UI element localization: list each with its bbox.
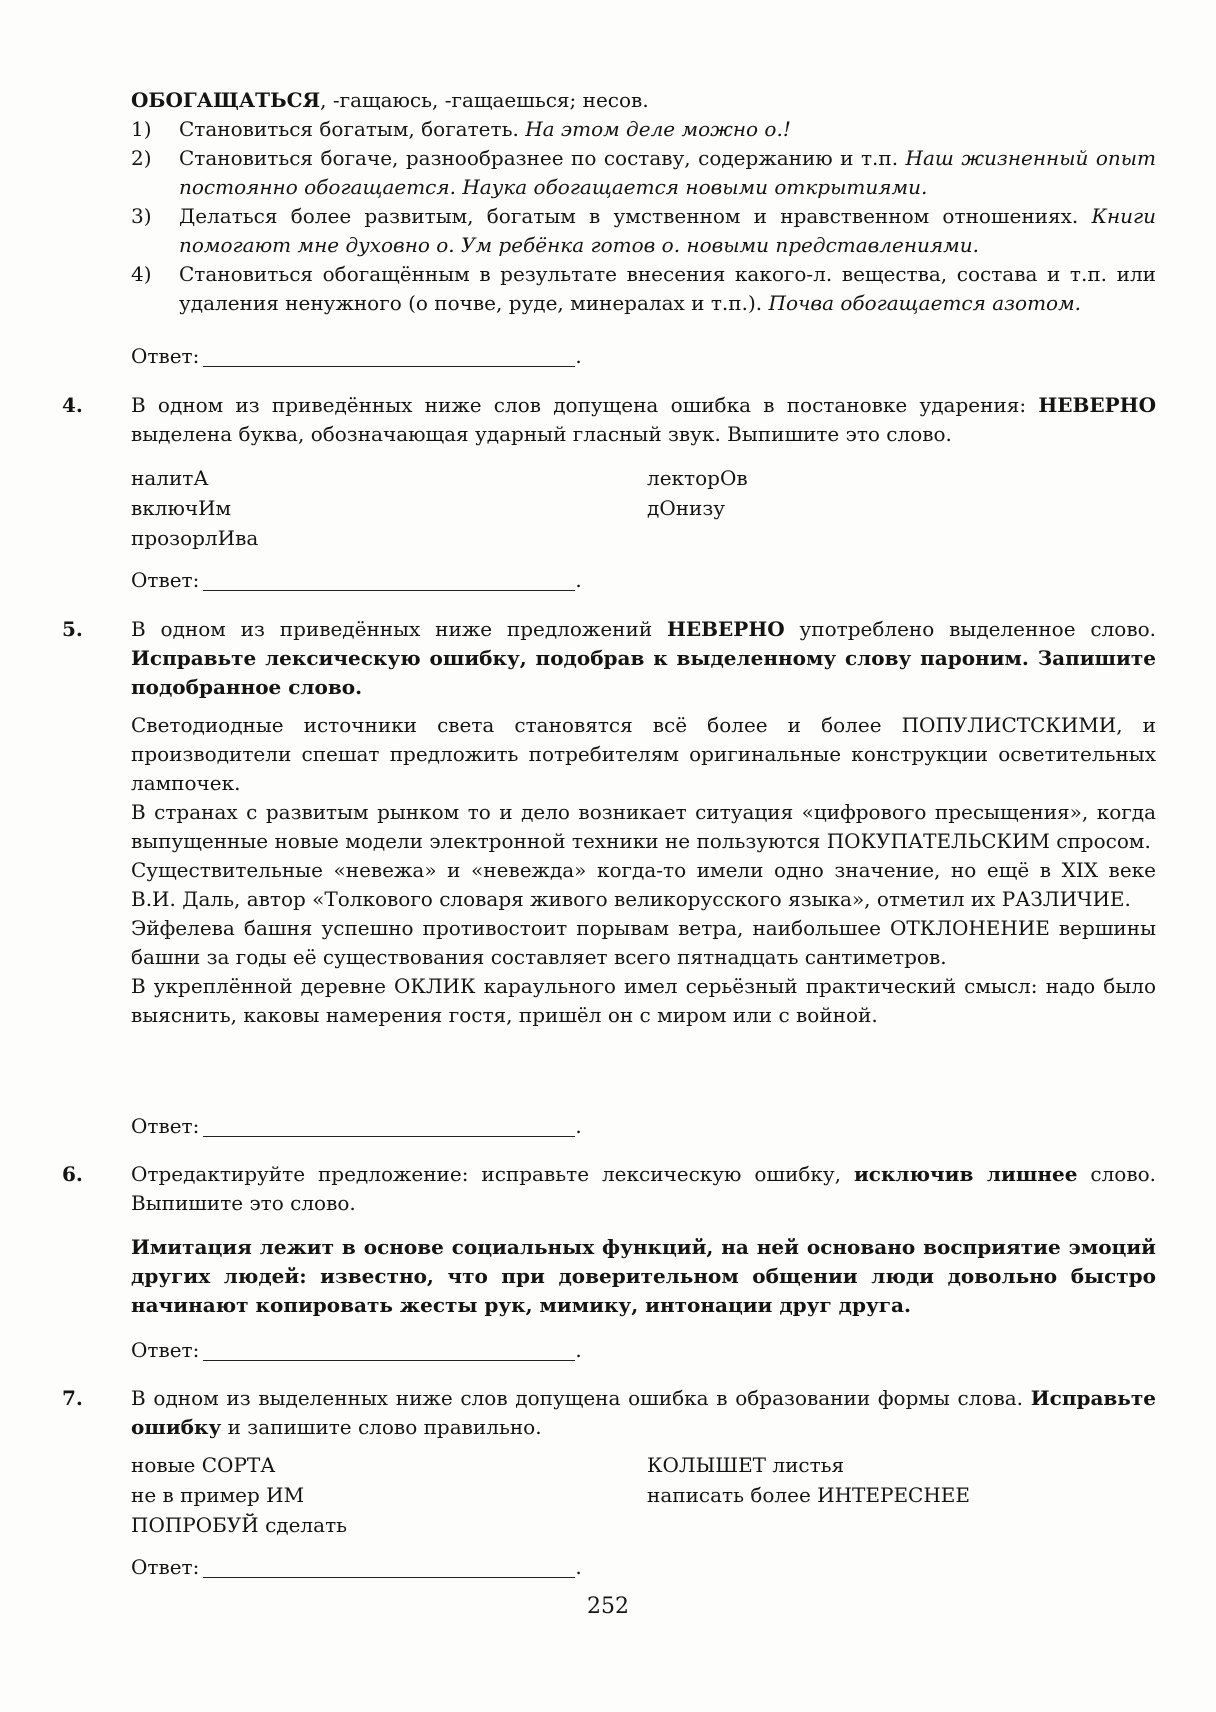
q6-text-b: слово. Выпишите это слово. — [131, 1162, 1157, 1215]
answer-field-7[interactable] — [131, 1553, 582, 1582]
meaning-3 — [131, 202, 1156, 260]
sentence-5: В укреплённой деревне ОКЛИК караульного имел серьёзный практический смысл: надо было выяснить, каковы намерения гостя, пришёл он с миром или с войной. — [131, 974, 1156, 1027]
question-6-number: 6. — [62, 1162, 83, 1186]
meaning-text: Становиться обогащённым в результате внесения какого-л. вещества, состава и т.п. или удаления ненужного (о почве, руде, минералах и т.п.). — [179, 262, 1156, 315]
answer-end: . — [575, 568, 582, 592]
answer-line[interactable] — [203, 570, 575, 591]
sentence-1: Светодиодные источники света становятся всё более и более ПОПУЛИСТСКИМИ, и производители спешат предложить потребителям оригинальные конструкции осветительных лампочек. — [131, 713, 1156, 795]
q7-text-bold: Исправьте ошибку — [131, 1386, 1156, 1439]
q5-text-bold: НЕВЕРНО — [667, 617, 785, 641]
word-option: КОЛЫШЕТ листья — [647, 1453, 845, 1477]
words-col-1 — [131, 464, 258, 554]
meaning-example: Книги помогают мне духовно о. Ум ребёнка готов о. новыми представлениями. — [179, 204, 1156, 257]
sentence-4: Эйфелева башня успешно противостоит порывам ветра, наибольшее ОТКЛОНЕНИЕ вершины башни за годы её существования составляет всего пятнадцать сантиметров. — [131, 916, 1156, 969]
answer-label: Ответ: — [131, 344, 200, 368]
word-option: включИм — [131, 496, 232, 520]
words-col-1 — [131, 1451, 347, 1541]
q4-text-b: выделена буква, обозначающая ударный гласный звук. Выпишите это слово. — [131, 422, 952, 446]
sentence-3: Существительные «невежа» и «невежда» когда-то имели одно значение, но ещё в XIX веке В.И. Даль, автор «Толкового словаря живого великорусского языка», отметил их РАЗЛИЧИЕ. — [131, 858, 1156, 911]
question-5-number: 5. — [62, 617, 83, 641]
word-option: налитА — [131, 466, 209, 490]
meaning-example: На этом деле можно о.! — [525, 117, 791, 141]
answer-label: Ответ: — [131, 568, 200, 592]
question-6-text — [131, 1160, 1156, 1218]
entry-head — [131, 86, 1156, 115]
answer-end: . — [575, 1338, 582, 1362]
q7-text-a: В одном из выделенных ниже слов допущена ошибка в образовании формы слова. — [131, 1386, 1031, 1410]
meaning-num: 4) — [131, 262, 152, 286]
question-5-text — [131, 615, 1156, 702]
meaning-num: 2) — [131, 146, 152, 170]
entry-forms: , -гащаюсь, -гащаешься; несов. — [320, 88, 649, 112]
word-option: новые СОРТА — [131, 1453, 276, 1477]
meaning-num: 3) — [131, 204, 152, 228]
word-option: написать более ИНТЕРЕСНЕЕ — [647, 1483, 970, 1507]
answer-label: Ответ: — [131, 1338, 200, 1362]
words-col-2 — [647, 1451, 970, 1511]
meaning-2 — [131, 144, 1156, 202]
word-option: лекторОв — [647, 466, 748, 490]
headword: ОБОГАЩАТЬСЯ — [131, 88, 321, 112]
meaning-text: Становиться богаче, разнообразнее по составу, содержанию и т.п. — [179, 146, 899, 170]
meaning-4 — [131, 260, 1156, 318]
q6-text-a: Отредактируйте предложение: исправьте лексическую ошибку, — [131, 1162, 854, 1186]
answer-line[interactable] — [203, 1116, 575, 1137]
sentence-2: В странах с развитым рынком то и дело возникает ситуация «цифрового пресыщения», когда выпущенные новые модели электронной техники не пользуются ПОКУПАТЕЛЬСКИМ спросом. — [131, 800, 1156, 853]
question-4-text — [131, 391, 1156, 449]
q4-text-a: В одном из приведённых ниже слов допущена ошибка в постановке ударения: — [131, 393, 1039, 417]
answer-label: Ответ: — [131, 1555, 200, 1579]
answer-field-5[interactable] — [131, 1112, 582, 1141]
meaning-num: 1) — [131, 117, 152, 141]
meaning-text: Делаться более развитым, богатым в умственном и нравственном отношениях. — [179, 204, 1079, 228]
answer-line[interactable] — [203, 1557, 575, 1578]
question-7-text — [131, 1384, 1156, 1442]
answer-end: . — [575, 1555, 582, 1579]
meaning-example: Наш жизненный опыт постоянно обогащается. Наука обогащается новыми открытиями. — [179, 146, 1156, 199]
answer-end: . — [575, 344, 582, 368]
words-col-2 — [647, 464, 748, 524]
answer-field-4[interactable] — [131, 566, 582, 595]
question-5-sentences — [131, 711, 1156, 1030]
dictionary-entry — [131, 86, 1156, 318]
question-6-sentence: Имитация лежит в основе социальных функций, на ней основано восприятие эмоций других людей: известно, что при доверительном общении люди довольно быстро начинают копировать жесты рук, мимику, интонации друг друга. — [131, 1235, 1156, 1317]
answer-field-3[interactable] — [131, 342, 582, 371]
question-4-number: 4. — [62, 393, 83, 417]
q5-text-bold2: Исправьте лексическую ошибку, подобрав к выделенному слову пароним. Запишите подобранное слово. — [131, 646, 1156, 699]
page-number: 252 — [587, 1594, 629, 1619]
answer-end: . — [575, 1114, 582, 1138]
meaning-example: Почва обогащается азотом. — [768, 291, 1082, 315]
q5-text-a: В одном из приведённых ниже предложений — [131, 617, 667, 641]
answer-line[interactable] — [203, 1340, 575, 1361]
answer-field-6[interactable] — [131, 1336, 582, 1365]
meaning-text: Становиться богатым, богатеть. — [179, 117, 519, 141]
question-7-number: 7. — [62, 1386, 83, 1410]
q5-text-b: употреблено выделенное слово. — [784, 617, 1156, 641]
word-option: дОнизу — [647, 496, 726, 520]
word-option: прозорлИва — [131, 526, 259, 550]
q4-text-bold: НЕВЕРНО — [1038, 393, 1156, 417]
word-option: ПОПРОБУЙ сделать — [131, 1513, 348, 1537]
q6-text-bold: исключив лишнее — [853, 1162, 1078, 1186]
answer-line[interactable] — [203, 346, 575, 367]
meaning-1 — [131, 115, 1156, 144]
word-option: не в пример ИМ — [131, 1483, 305, 1507]
answer-label: Ответ: — [131, 1114, 200, 1138]
q7-text-b: и запишите слово правильно. — [221, 1415, 542, 1439]
